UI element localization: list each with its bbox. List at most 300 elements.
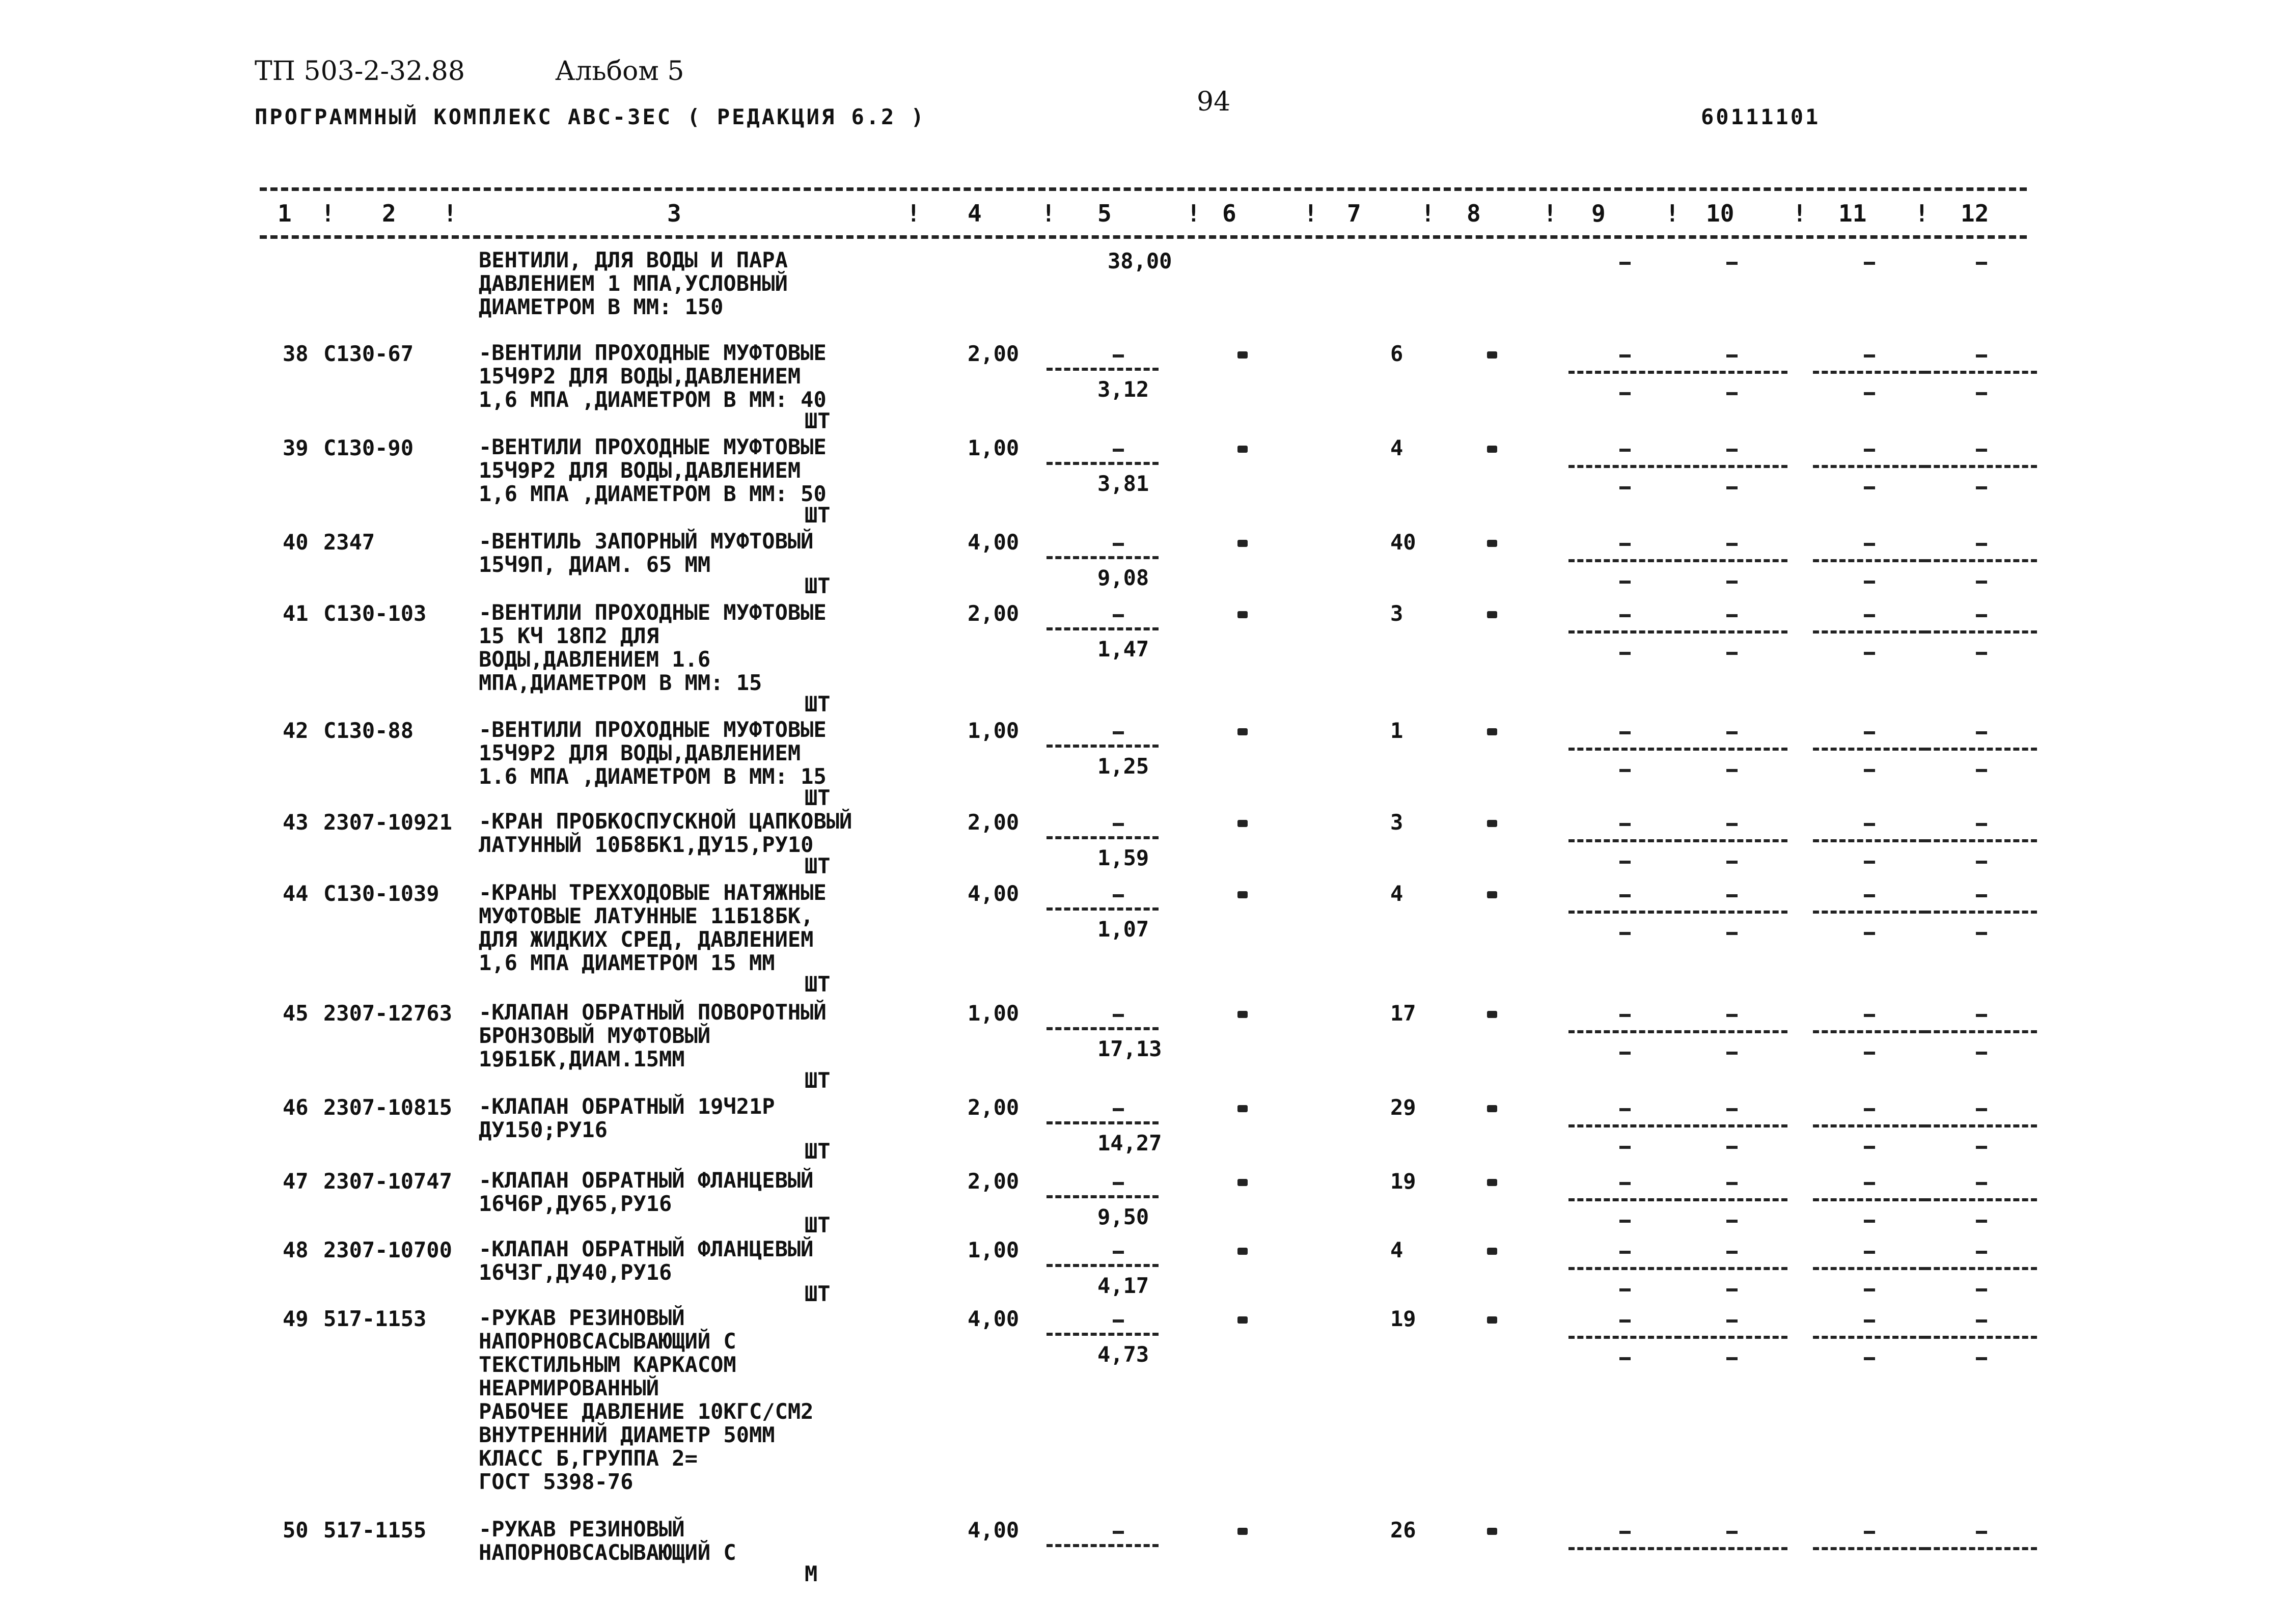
cell-divider bbox=[1675, 1124, 1787, 1127]
row-total: 17,13 bbox=[1097, 1036, 1162, 1061]
row-number: 49 bbox=[283, 1306, 309, 1331]
row-quantity: 19 bbox=[1390, 1306, 1416, 1331]
cell-dash bbox=[1976, 894, 1987, 897]
row-number: 41 bbox=[283, 601, 309, 626]
cell-divider bbox=[1813, 465, 1925, 468]
cell-dash bbox=[1726, 486, 1738, 489]
row-code: С130-88 bbox=[323, 718, 414, 743]
cell-dash bbox=[1976, 1052, 1987, 1055]
row-code: С130-1039 bbox=[323, 881, 439, 906]
cell-divider bbox=[1568, 1030, 1681, 1033]
row-quantity: 40 bbox=[1390, 530, 1416, 555]
cell-dash bbox=[1864, 392, 1875, 395]
col5-dash bbox=[1113, 1531, 1124, 1534]
album-label: Альбом 5 bbox=[555, 56, 684, 87]
row-code: 517-1153 bbox=[323, 1306, 427, 1331]
cell-dash bbox=[1864, 1357, 1875, 1360]
row-code: 517-1155 bbox=[323, 1518, 427, 1543]
row-description-line: 19Б1БК,ДИАМ.15ММ bbox=[479, 1047, 685, 1071]
column-separator: ! bbox=[1793, 200, 1807, 227]
cell-dash bbox=[1976, 861, 1987, 864]
row-total: 4,17 bbox=[1097, 1273, 1149, 1298]
col5-dash bbox=[1113, 1319, 1124, 1323]
row-code: 2347 bbox=[323, 530, 375, 555]
row-total: 3,12 bbox=[1097, 377, 1149, 402]
cell-divider bbox=[1925, 839, 2037, 842]
sheet-code: 60111101 bbox=[1701, 104, 1821, 129]
column-header-11: 11 bbox=[1838, 200, 1867, 227]
document-code: ТП 503-2-32.88 bbox=[255, 56, 465, 87]
row-price: 1,00 bbox=[968, 1001, 1020, 1026]
cell-dash bbox=[1864, 614, 1875, 617]
empty-marker bbox=[1237, 728, 1248, 735]
cell-divider bbox=[1568, 559, 1681, 562]
row-description-line: -ВЕНТИЛИ ПРОХОДНЫЕ МУФТОВЫЕ bbox=[479, 340, 827, 365]
cell-dash bbox=[1726, 1220, 1738, 1223]
cell-divider bbox=[1925, 630, 2037, 634]
cell-dash bbox=[1864, 354, 1875, 357]
col5-dash bbox=[1113, 731, 1124, 734]
cell-dash bbox=[1619, 1108, 1631, 1111]
col5-dash bbox=[1113, 614, 1124, 617]
col5-dash bbox=[1113, 449, 1124, 452]
row-code: 2307-12763 bbox=[323, 1001, 452, 1026]
cell-dash bbox=[1726, 543, 1738, 546]
cell-dash bbox=[1864, 1052, 1875, 1055]
cell-dash bbox=[1619, 861, 1631, 864]
cell-divider bbox=[1813, 1336, 1925, 1339]
row-unit: ШТ bbox=[805, 1281, 831, 1306]
row-unit: ШТ bbox=[805, 408, 831, 433]
col5-divider bbox=[1047, 627, 1159, 630]
cell-dash bbox=[1726, 861, 1738, 864]
cell-dash bbox=[1726, 652, 1738, 655]
row-description-line: ТЕКСТИЛЬНЫМ КАРКАСОМ bbox=[479, 1352, 736, 1377]
row-number: 46 bbox=[283, 1095, 309, 1120]
cell-dash bbox=[1726, 1319, 1738, 1323]
cell-dash bbox=[1976, 262, 1987, 265]
column-header-1: 1 bbox=[278, 200, 292, 227]
col5-divider bbox=[1047, 1195, 1159, 1198]
row-description-line: -КРАНЫ ТРЕХХОДОВЫЕ НАТЯЖНЫЕ bbox=[479, 880, 827, 905]
row-description-line: 15Ч9П, ДИАМ. 65 ММ bbox=[479, 552, 711, 577]
row-unit: ШТ bbox=[805, 1213, 831, 1237]
cell-dash bbox=[1726, 392, 1738, 395]
cell-dash bbox=[1864, 1182, 1875, 1185]
column-header-6: 6 bbox=[1222, 200, 1236, 227]
empty-marker bbox=[1237, 1105, 1248, 1112]
cell-divider bbox=[1675, 748, 1787, 751]
row-total: 9,08 bbox=[1097, 565, 1149, 590]
empty-marker bbox=[1487, 446, 1497, 453]
cell-divider bbox=[1675, 1547, 1787, 1550]
column-separator: ! bbox=[1041, 200, 1056, 227]
cell-divider bbox=[1568, 1336, 1681, 1339]
cell-divider bbox=[1813, 1030, 1925, 1033]
cell-dash bbox=[1976, 1251, 1987, 1254]
row-price: 1,00 bbox=[968, 718, 1020, 743]
cell-divider bbox=[1568, 839, 1681, 842]
cell-dash bbox=[1726, 1052, 1738, 1055]
row-price: 4,00 bbox=[968, 530, 1020, 555]
cell-divider bbox=[1925, 1547, 2037, 1550]
cell-divider bbox=[1568, 1198, 1681, 1201]
column-separator: ! bbox=[1915, 200, 1929, 227]
row-description-line: -ВЕНТИЛИ ПРОХОДНЫЕ МУФТОВЫЕ bbox=[479, 600, 827, 625]
row-price: 1,00 bbox=[968, 1237, 1020, 1262]
col5-divider bbox=[1047, 745, 1159, 748]
row-price: 4,00 bbox=[968, 1306, 1020, 1331]
col5-divider bbox=[1047, 368, 1159, 371]
row-number: 38 bbox=[283, 341, 309, 366]
empty-marker bbox=[1487, 728, 1497, 735]
cell-divider bbox=[1568, 465, 1681, 468]
row-unit: ШТ bbox=[805, 503, 831, 528]
cell-dash bbox=[1726, 823, 1738, 826]
cell-divider bbox=[1568, 630, 1681, 634]
cell-dash bbox=[1619, 392, 1631, 395]
cell-divider bbox=[1925, 1336, 2037, 1339]
col5-divider bbox=[1047, 1544, 1159, 1547]
cell-divider bbox=[1925, 748, 2037, 751]
row-description-line: -КЛАПАН ОБРАТНЫЙ ПОВОРОТНЫЙ bbox=[479, 1000, 827, 1025]
cell-divider bbox=[1925, 1198, 2037, 1201]
cell-dash bbox=[1726, 1146, 1738, 1149]
cell-divider bbox=[1925, 1124, 2037, 1127]
cell-dash bbox=[1619, 1288, 1631, 1291]
row-price: 2,00 bbox=[968, 1095, 1020, 1120]
row-code: 2307-10815 bbox=[323, 1095, 452, 1120]
row-quantity: 29 bbox=[1390, 1095, 1416, 1120]
row-description-line: ДЛЯ ЖИДКИХ СРЕД, ДАВЛЕНИЕМ bbox=[479, 927, 814, 952]
empty-marker bbox=[1237, 446, 1248, 453]
empty-marker bbox=[1487, 1248, 1497, 1255]
cell-dash bbox=[1864, 861, 1875, 864]
cell-dash bbox=[1864, 486, 1875, 489]
cell-divider bbox=[1675, 1198, 1787, 1201]
column-header-9: 9 bbox=[1591, 200, 1606, 227]
cell-divider bbox=[1925, 911, 2037, 914]
row-total: 1,47 bbox=[1097, 637, 1149, 662]
cell-dash bbox=[1976, 652, 1987, 655]
cell-dash bbox=[1619, 1319, 1631, 1323]
row-description-line: 16Ч6Р,ДУ65,РУ16 bbox=[479, 1191, 672, 1216]
table-top-rule bbox=[260, 187, 2027, 191]
column-header-5: 5 bbox=[1097, 200, 1112, 227]
row-quantity: 6 bbox=[1390, 341, 1403, 366]
cell-dash bbox=[1726, 731, 1738, 734]
row-description-line: -КРАН ПРОБКОСПУСКНОЙ ЦАПКОВЫЙ bbox=[479, 809, 852, 834]
row-total: 1,59 bbox=[1097, 845, 1149, 870]
cell-divider bbox=[1813, 559, 1925, 562]
row-total: 1,25 bbox=[1097, 754, 1149, 779]
cell-divider bbox=[1813, 839, 1925, 842]
col5-dash bbox=[1113, 543, 1124, 546]
column-separator: ! bbox=[1304, 200, 1318, 227]
cell-dash bbox=[1619, 1182, 1631, 1185]
cell-dash bbox=[1976, 614, 1987, 617]
cell-dash bbox=[1976, 354, 1987, 357]
cell-dash bbox=[1726, 1182, 1738, 1185]
empty-marker bbox=[1487, 1105, 1497, 1112]
cell-divider bbox=[1675, 1030, 1787, 1033]
row-description-line: -КЛАПАН ОБРАТНЫЙ 19Ч21Р bbox=[479, 1094, 775, 1119]
cell-dash bbox=[1976, 581, 1987, 584]
cell-divider bbox=[1568, 1267, 1681, 1270]
column-header-4: 4 bbox=[968, 200, 982, 227]
cell-dash bbox=[1619, 614, 1631, 617]
empty-marker bbox=[1487, 1011, 1497, 1018]
cell-divider bbox=[1675, 1336, 1787, 1339]
cell-dash bbox=[1864, 932, 1875, 935]
row-number: 44 bbox=[283, 881, 309, 906]
row-quantity: 4 bbox=[1390, 881, 1403, 906]
empty-marker bbox=[1237, 1316, 1248, 1324]
row-code: 2307-10747 bbox=[323, 1169, 452, 1194]
cell-dash bbox=[1726, 1251, 1738, 1254]
empty-marker bbox=[1487, 820, 1497, 827]
cell-dash bbox=[1976, 1182, 1987, 1185]
cell-dash bbox=[1619, 486, 1631, 489]
cell-dash bbox=[1864, 543, 1875, 546]
row-description-line: -КЛАПАН ОБРАТНЫЙ ФЛАНЦЕВЫЙ bbox=[479, 1168, 814, 1193]
cell-dash bbox=[1726, 614, 1738, 617]
cell-dash bbox=[1619, 354, 1631, 357]
col5-divider bbox=[1047, 836, 1159, 839]
row-number: 42 bbox=[283, 718, 309, 743]
cell-divider bbox=[1813, 371, 1925, 374]
col5-divider bbox=[1047, 1027, 1159, 1030]
cell-dash bbox=[1619, 932, 1631, 935]
cell-dash bbox=[1864, 823, 1875, 826]
cell-dash bbox=[1976, 392, 1987, 395]
row-code: С130-90 bbox=[323, 435, 414, 460]
row-description-line: 15Ч9Р2 ДЛЯ ВОДЫ,ДАВЛЕНИЕМ bbox=[479, 458, 801, 483]
col5-divider bbox=[1047, 556, 1159, 559]
row-quantity: 1 bbox=[1390, 718, 1403, 743]
cell-divider bbox=[1925, 1267, 2037, 1270]
row-number: 39 bbox=[283, 435, 309, 460]
cell-dash bbox=[1864, 262, 1875, 265]
row-description-line: МПА,ДИАМЕТРОМ В ММ: 15 bbox=[479, 670, 762, 695]
cell-dash bbox=[1864, 581, 1875, 584]
row-quantity: 17 bbox=[1390, 1001, 1416, 1026]
row-description-line: 15Ч9Р2 ДЛЯ ВОДЫ,ДАВЛЕНИЕМ bbox=[479, 364, 801, 389]
row-description-line: 15 КЧ 18П2 ДЛЯ bbox=[479, 623, 659, 648]
row-description-line: 1.6 МПА ,ДИАМЕТРОМ В ММ: 15 bbox=[479, 764, 827, 789]
row-price: 2,00 bbox=[968, 1169, 1020, 1194]
cell-dash bbox=[1726, 932, 1738, 935]
column-separator: ! bbox=[1665, 200, 1680, 227]
row-price: 2,00 bbox=[968, 810, 1020, 835]
cell-dash bbox=[1726, 894, 1738, 897]
cell-divider bbox=[1568, 1124, 1681, 1127]
cell-dash bbox=[1619, 731, 1631, 734]
empty-marker bbox=[1487, 891, 1497, 898]
cell-dash bbox=[1864, 1220, 1875, 1223]
cell-dash bbox=[1726, 581, 1738, 584]
row-unit: ШТ bbox=[805, 972, 831, 997]
cell-dash bbox=[1619, 1052, 1631, 1055]
cell-dash bbox=[1726, 769, 1738, 772]
cell-dash bbox=[1619, 894, 1631, 897]
row-number: 50 bbox=[283, 1518, 309, 1543]
cell-dash bbox=[1619, 769, 1631, 772]
cell-dash bbox=[1864, 1014, 1875, 1017]
row-unit: ШТ bbox=[805, 785, 831, 810]
cell-divider bbox=[1675, 630, 1787, 634]
column-header-8: 8 bbox=[1467, 200, 1481, 227]
cell-dash bbox=[1976, 1531, 1987, 1534]
row-description-line: НАПОРНОВСАСЫВАЮЩИЙ С bbox=[479, 1540, 736, 1565]
cell-divider bbox=[1675, 839, 1787, 842]
col5-dash bbox=[1113, 894, 1124, 897]
column-separator: ! bbox=[1187, 200, 1201, 227]
row-code: С130-67 bbox=[323, 341, 414, 366]
row-description-line: НЕАРМИРОВАННЫЙ bbox=[479, 1375, 659, 1400]
cell-divider bbox=[1813, 1198, 1925, 1201]
row-total: 9,50 bbox=[1097, 1204, 1149, 1229]
row-price: 1,00 bbox=[968, 435, 1020, 460]
row-unit: ШТ bbox=[805, 573, 831, 598]
table-header-rule bbox=[260, 235, 2027, 239]
row-description-line: КЛАСС Б,ГРУППА 2= bbox=[479, 1446, 698, 1471]
row-code: 2307-10700 bbox=[323, 1237, 452, 1262]
cell-dash bbox=[1864, 731, 1875, 734]
cell-divider bbox=[1925, 465, 2037, 468]
empty-marker bbox=[1487, 1316, 1497, 1324]
row-description-line: -ВЕНТИЛЬ ЗАПОРНЫЙ МУФТОВЫЙ bbox=[479, 529, 814, 554]
cell-divider bbox=[1813, 630, 1925, 634]
column-separator: ! bbox=[1543, 200, 1557, 227]
row-description-line: -ВЕНТИЛИ ПРОХОДНЫЕ МУФТОВЫЕ bbox=[479, 717, 827, 742]
cell-dash bbox=[1619, 449, 1631, 452]
cell-dash bbox=[1976, 1357, 1987, 1360]
column-header-10: 10 bbox=[1706, 200, 1735, 227]
row-unit: М bbox=[805, 1561, 818, 1586]
cell-dash bbox=[1619, 823, 1631, 826]
cell-dash bbox=[1619, 1220, 1631, 1223]
cell-dash bbox=[1726, 1108, 1738, 1111]
empty-marker bbox=[1487, 540, 1497, 547]
row-description-line: ДУ150;РУ16 bbox=[479, 1117, 608, 1142]
row-description-line: -РУКАВ РЕЗИНОВЫЙ bbox=[479, 1305, 685, 1330]
cell-dash bbox=[1976, 1288, 1987, 1291]
cell-dash bbox=[1619, 1357, 1631, 1360]
cell-divider bbox=[1675, 559, 1787, 562]
row-description-line: 1,6 МПА ДИАМЕТРОМ 15 ММ bbox=[479, 950, 775, 975]
cell-dash bbox=[1864, 652, 1875, 655]
row-price: 2,00 bbox=[968, 341, 1020, 366]
col5-dash bbox=[1113, 1108, 1124, 1111]
cell-dash bbox=[1619, 1014, 1631, 1017]
empty-marker bbox=[1237, 611, 1248, 618]
cell-dash bbox=[1976, 1108, 1987, 1111]
row-number: 48 bbox=[283, 1237, 309, 1262]
cell-dash bbox=[1864, 1288, 1875, 1291]
column-separator: ! bbox=[443, 200, 457, 227]
col5-dash bbox=[1113, 1182, 1124, 1185]
col5-divider bbox=[1047, 1264, 1159, 1267]
row-quantity: 19 bbox=[1390, 1169, 1416, 1194]
cell-dash bbox=[1619, 1251, 1631, 1254]
cell-dash bbox=[1619, 262, 1631, 265]
empty-marker bbox=[1487, 1179, 1497, 1186]
row-total: 38,00 bbox=[1108, 249, 1172, 273]
row-description-line: ГОСТ 5398-76 bbox=[479, 1469, 634, 1494]
cell-dash bbox=[1726, 354, 1738, 357]
cell-dash bbox=[1619, 543, 1631, 546]
cell-dash bbox=[1976, 1319, 1987, 1323]
row-number: 47 bbox=[283, 1169, 309, 1194]
column-separator: ! bbox=[906, 200, 921, 227]
row-description-line: 16Ч3Г,ДУ40,РУ16 bbox=[479, 1260, 672, 1285]
empty-marker bbox=[1237, 1248, 1248, 1255]
row-unit: ШТ bbox=[805, 692, 831, 717]
cell-dash bbox=[1726, 449, 1738, 452]
cell-divider bbox=[1813, 1547, 1925, 1550]
empty-marker bbox=[1237, 891, 1248, 898]
row-description-line: 15Ч9Р2 ДЛЯ ВОДЫ,ДАВЛЕНИЕМ bbox=[479, 740, 801, 765]
row-description-line: 1,6 МПА ,ДИАМЕТРОМ В ММ: 50 bbox=[479, 481, 827, 506]
row-quantity: 3 bbox=[1390, 601, 1403, 626]
cell-dash bbox=[1864, 449, 1875, 452]
row-unit: ШТ bbox=[805, 1068, 831, 1093]
cell-divider bbox=[1675, 465, 1787, 468]
cell-dash bbox=[1619, 1531, 1631, 1534]
cell-dash bbox=[1726, 1014, 1738, 1017]
cell-dash bbox=[1976, 1014, 1987, 1017]
row-total: 1,07 bbox=[1097, 917, 1149, 942]
row-code: 2307-10921 bbox=[323, 810, 452, 835]
cell-divider bbox=[1925, 559, 2037, 562]
cell-divider bbox=[1675, 911, 1787, 914]
row-description-line: 1,6 МПА ,ДИАМЕТРОМ В ММ: 40 bbox=[479, 387, 827, 412]
empty-marker bbox=[1237, 820, 1248, 827]
empty-marker bbox=[1487, 611, 1497, 618]
page-number: 94 bbox=[1197, 87, 1231, 117]
row-total: 14,27 bbox=[1097, 1131, 1162, 1155]
empty-marker bbox=[1487, 1528, 1497, 1535]
col5-divider bbox=[1047, 1333, 1159, 1336]
row-description-line: -РУКАВ РЕЗИНОВЫЙ bbox=[479, 1517, 685, 1542]
cell-dash bbox=[1976, 1220, 1987, 1223]
col5-divider bbox=[1047, 1121, 1159, 1124]
cell-divider bbox=[1675, 1267, 1787, 1270]
row-description-line: ВЕНТИЛИ, ДЛЯ ВОДЫ И ПАРА bbox=[479, 247, 788, 272]
row-description-line: ЛАТУННЫЙ 10Б8БК1,ДУ15,РУ10 bbox=[479, 832, 814, 857]
row-unit: ШТ bbox=[805, 854, 831, 878]
cell-dash bbox=[1864, 894, 1875, 897]
program-title: ПРОГРАММНЫЙ КОМПЛЕКС АВС-ЗЕС ( РЕДАКЦИЯ 6.2 ) bbox=[255, 104, 926, 129]
col5-dash bbox=[1113, 1014, 1124, 1017]
row-description-line: -КЛАПАН ОБРАТНЫЙ ФЛАНЦЕВЫЙ bbox=[479, 1236, 814, 1261]
cell-dash bbox=[1726, 1357, 1738, 1360]
cell-divider bbox=[1568, 911, 1681, 914]
empty-marker bbox=[1237, 540, 1248, 547]
cell-divider bbox=[1925, 371, 2037, 374]
row-description-line: РАБОЧЕЕ ДАВЛЕНИЕ 10КГС/СМ2 bbox=[479, 1399, 814, 1424]
cell-dash bbox=[1864, 769, 1875, 772]
cell-dash bbox=[1619, 581, 1631, 584]
cell-divider bbox=[1568, 371, 1681, 374]
row-description-line: БРОНЗОВЫЙ МУФТОВЫЙ bbox=[479, 1023, 711, 1048]
cell-divider bbox=[1568, 748, 1681, 751]
cell-dash bbox=[1726, 1531, 1738, 1534]
col5-dash bbox=[1113, 1251, 1124, 1254]
row-price: 4,00 bbox=[968, 1518, 1020, 1543]
cell-dash bbox=[1976, 769, 1987, 772]
